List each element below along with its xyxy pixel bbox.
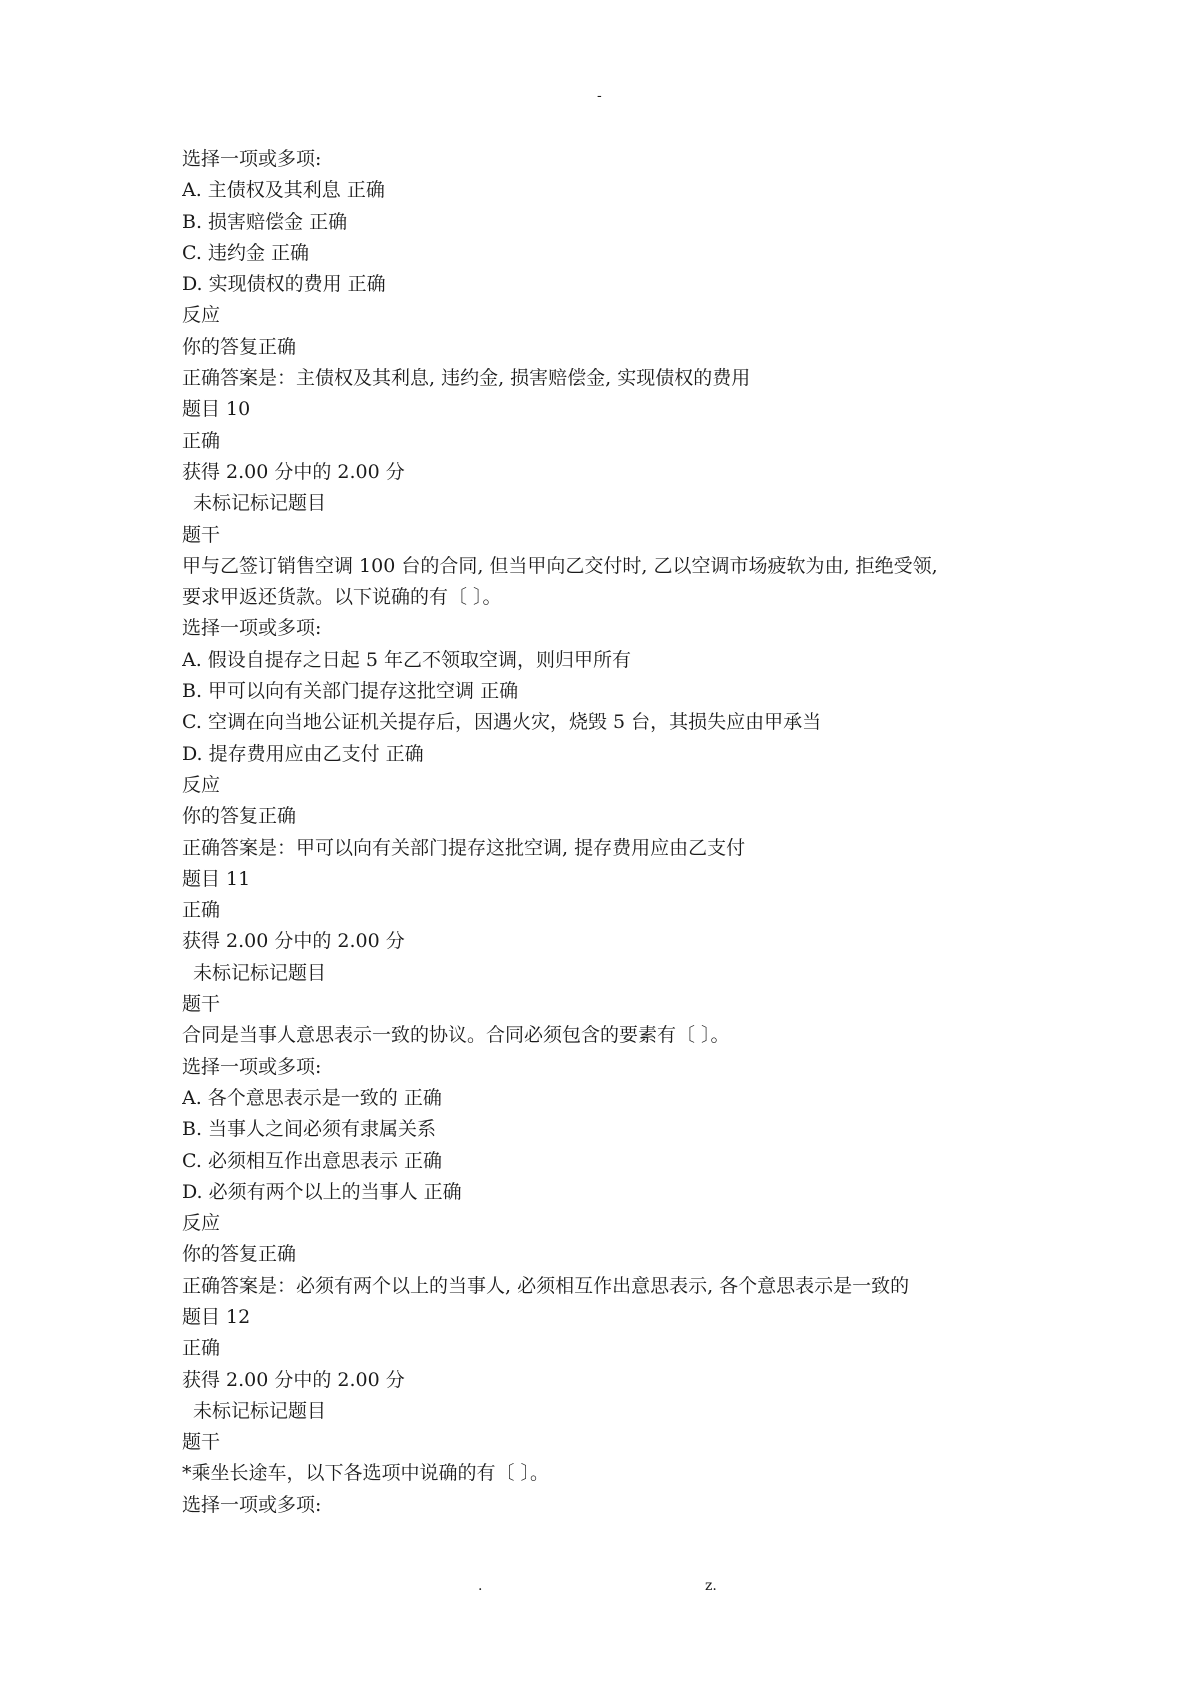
question-text: *乘坐长途车，以下各选项中说确的有〔 〕。: [182, 1462, 550, 1485]
text-line: 选择一项或多项:: [182, 1055, 322, 1078]
option-line: C. 必须相互作出意思表示 正确: [182, 1149, 442, 1172]
status-line: 正确: [182, 429, 221, 452]
text-line: 题干: [182, 1431, 221, 1454]
question-number: 题目 10: [182, 398, 251, 421]
text-line: 题干: [182, 523, 221, 546]
document-body: [182, 144, 1042, 1521]
flag-question-line: 未标记标记题目: [193, 1399, 327, 1422]
question-text: 要求甲返还货款。以下说确的有〔 〕。: [182, 586, 502, 609]
option-line: B. 当事人之间必须有隶属关系: [182, 1118, 437, 1141]
status-line: 正确: [182, 1337, 221, 1360]
score-line: 获得 2.00 分中的 2.00 分: [182, 1368, 405, 1391]
option-line: D. 提存费用应由乙支付 正确: [182, 742, 424, 765]
flag-question-line: 未标记标记题目: [193, 492, 327, 515]
text-line: 反应: [182, 304, 221, 327]
flag-question-line: 未标记标记题目: [193, 961, 327, 984]
option-line: B. 损害赔偿金 正确: [182, 210, 348, 233]
answer-line: 正确答案是：必须有两个以上的当事人, 必须相互作出意思表示, 各个意思表示是一致的: [182, 1274, 910, 1297]
page-footer-z: z.: [705, 1578, 717, 1594]
question-text: 甲与乙签订销售空调 100 台的合同, 但当甲向乙交付时, 乙以空调市场疲软为由, 拒绝受领,: [182, 554, 938, 577]
answer-line: 正确答案是：甲可以向有关部门提存这批空调, 提存费用应由乙支付: [182, 836, 746, 859]
score-line: 获得 2.00 分中的 2.00 分: [182, 460, 405, 483]
question-number: 题目 12: [182, 1305, 251, 1328]
status-line: 正确: [182, 899, 221, 922]
option-line: C. 违约金 正确: [182, 241, 309, 264]
text-line: 反应: [182, 1212, 221, 1235]
text-line: 你的答复正确: [182, 335, 297, 358]
option-line: C. 空调在向当地公证机关提存后，因遇火灾，烧毁 5 台，其损失应由甲承当: [182, 711, 822, 734]
question-number: 题目 11: [182, 867, 251, 890]
text-line: 选择一项或多项:: [182, 148, 322, 170]
text-line: 选择一项或多项:: [182, 1493, 322, 1516]
option-line: A. 主债权及其利息 正确: [182, 179, 385, 202]
option-line: A. 各个意思表示是一致的 正确: [182, 1086, 442, 1109]
answer-line: 正确答案是：主债权及其利息, 违约金, 损害赔偿金, 实现债权的费用: [182, 367, 751, 390]
option-line: B. 甲可以向有关部门提存这批空调 正确: [182, 680, 519, 703]
page-footer-dot: .: [478, 1578, 483, 1594]
page-header-mark: -: [597, 88, 602, 104]
text-line: 选择一项或多项:: [182, 617, 322, 640]
score-line: 获得 2.00 分中的 2.00 分: [182, 930, 405, 953]
option-line: D. 实现债权的费用 正确: [182, 273, 386, 296]
question-text: 合同是当事人意思表示一致的协议。合同必须包含的要素有〔 〕。: [182, 1024, 730, 1047]
text-line: 你的答复正确: [182, 1243, 297, 1266]
option-line: A. 假设自提存之日起 5 年乙不领取空调，则归甲所有: [182, 648, 631, 671]
text-line: 题干: [182, 993, 221, 1016]
text-line: 反应: [182, 773, 221, 796]
option-line: D. 必须有两个以上的当事人 正确: [182, 1180, 462, 1203]
text-line: 你的答复正确: [182, 805, 297, 828]
